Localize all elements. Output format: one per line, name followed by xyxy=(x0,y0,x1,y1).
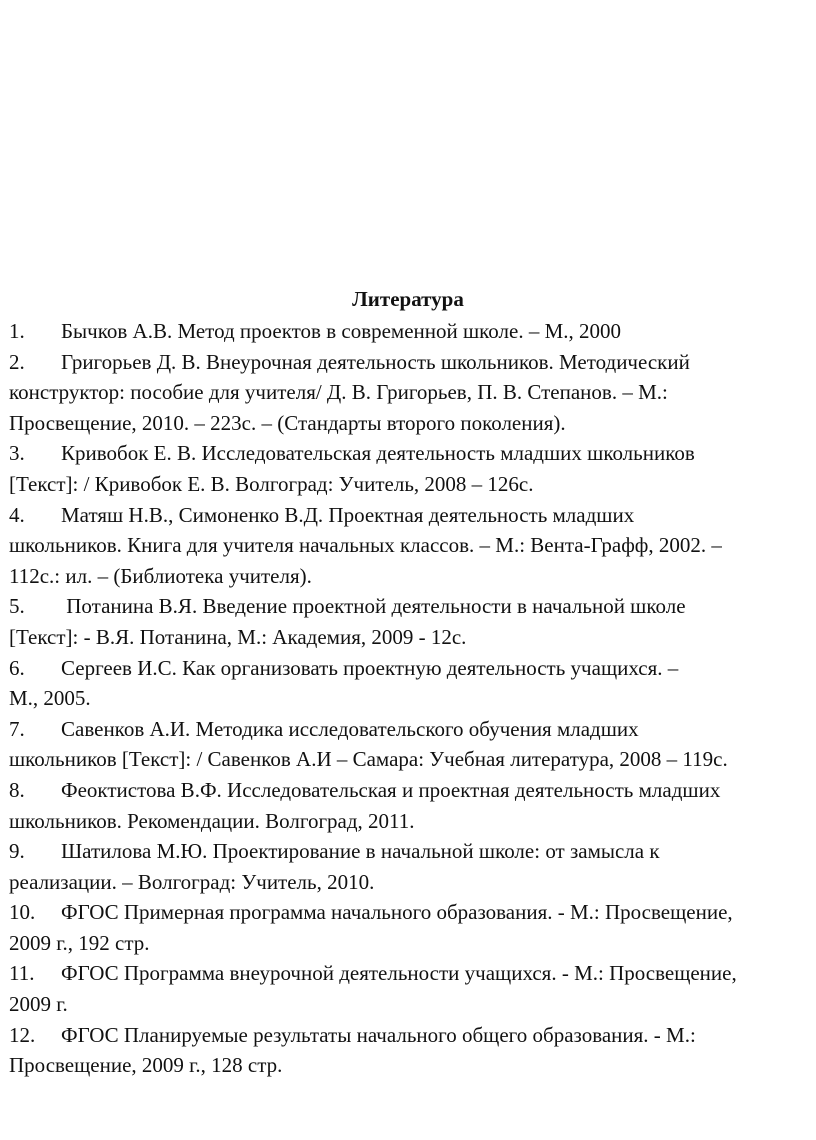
reference-item xyxy=(9,347,809,439)
reference-item xyxy=(9,500,809,592)
reference-text: Кривобок Е. В. Исследовательская деятельность младших школьников [Текст]: / Кривобок Е. В. Волгоград: Учитель, 2008 – 126с. xyxy=(9,441,695,496)
reference-number: 12. xyxy=(9,1022,36,1047)
reference-item xyxy=(9,836,809,897)
reference-item xyxy=(9,438,809,499)
reference-text: Матяш Н.В., Симоненко В.Д. Проектная деятельность младших школьников. Книга для учителя начальных классов. – М.: Вента-Графф, 2002. – 112с.: ил. – (Библиотека учителя). xyxy=(9,502,722,588)
reference-number: 5. xyxy=(9,594,25,619)
reference-text: ФГОС Планируемые результаты начального общего образования. - М.: Просвещение, 2009 г., 128 стр. xyxy=(9,1022,696,1078)
reference-number: 10. xyxy=(9,900,36,925)
reference-item xyxy=(9,958,809,1019)
reference-text: Григорьев Д. В. Внеурочная деятельность школьников. Методический конструктор: пособие для учителя/ Д. В. Григорьев, П. В. Степанов. – М.: Просвещение, 2010. – 223с. – (Стандарты второго поколения). xyxy=(9,349,690,435)
reference-text: Бычков А.В. Метод проектов в современной школе. – М., 2000 xyxy=(61,319,622,343)
reference-number: 3. xyxy=(9,441,25,466)
reference-number: 8. xyxy=(9,777,25,802)
reference-item xyxy=(9,897,809,958)
reference-item xyxy=(9,591,809,652)
reference-item xyxy=(9,653,809,714)
reference-number: 7. xyxy=(9,716,25,741)
reference-text: ФГОС Примерная программа начального образования. - М.: Просвещение, 2009 г., 192 стр. xyxy=(9,900,733,955)
reference-item xyxy=(9,1020,809,1081)
reference-number: 11. xyxy=(9,961,35,986)
reference-number: 1. xyxy=(9,319,25,343)
reference-number: 6. xyxy=(9,655,25,680)
reference-item xyxy=(9,775,809,836)
reference-number: 9. xyxy=(9,839,25,864)
reference-item xyxy=(9,316,809,347)
reference-list xyxy=(9,316,809,1081)
page-title: Литература xyxy=(352,287,464,311)
reference-item xyxy=(9,714,809,775)
reference-text: Шатилова М.Ю. Проектирование в начальной школе: от замысла к реализации. – Волгоград: Учитель, 2010. xyxy=(9,839,660,894)
reference-number: 2. xyxy=(9,349,25,374)
reference-text: Феоктистова В.Ф. Исследовательская и проектная деятельность младших школьников. Рекомендации. Волгоград, 2011. xyxy=(9,777,721,833)
reference-text: Сергеев И.С. Как организовать проектную деятельность учащихся. – М., 2005. xyxy=(9,655,679,711)
reference-number: 4. xyxy=(9,502,25,527)
reference-text: Савенков А.И. Методика исследовательского обучения младших школьников [Текст]: / Савенков А.И – Самара: Учебная литература, 2008 – 119с. xyxy=(9,716,728,772)
reference-text: Потанина В.Я. Введение проектной деятельности в начальной школе [Текст]: - В.Я. Потанина, М.: Академия, 2009 - 12с. xyxy=(9,594,686,649)
reference-text: ФГОС Программа внеурочной деятельности учащихся. - М.: Просвещение, 2009 г. xyxy=(9,961,737,1017)
